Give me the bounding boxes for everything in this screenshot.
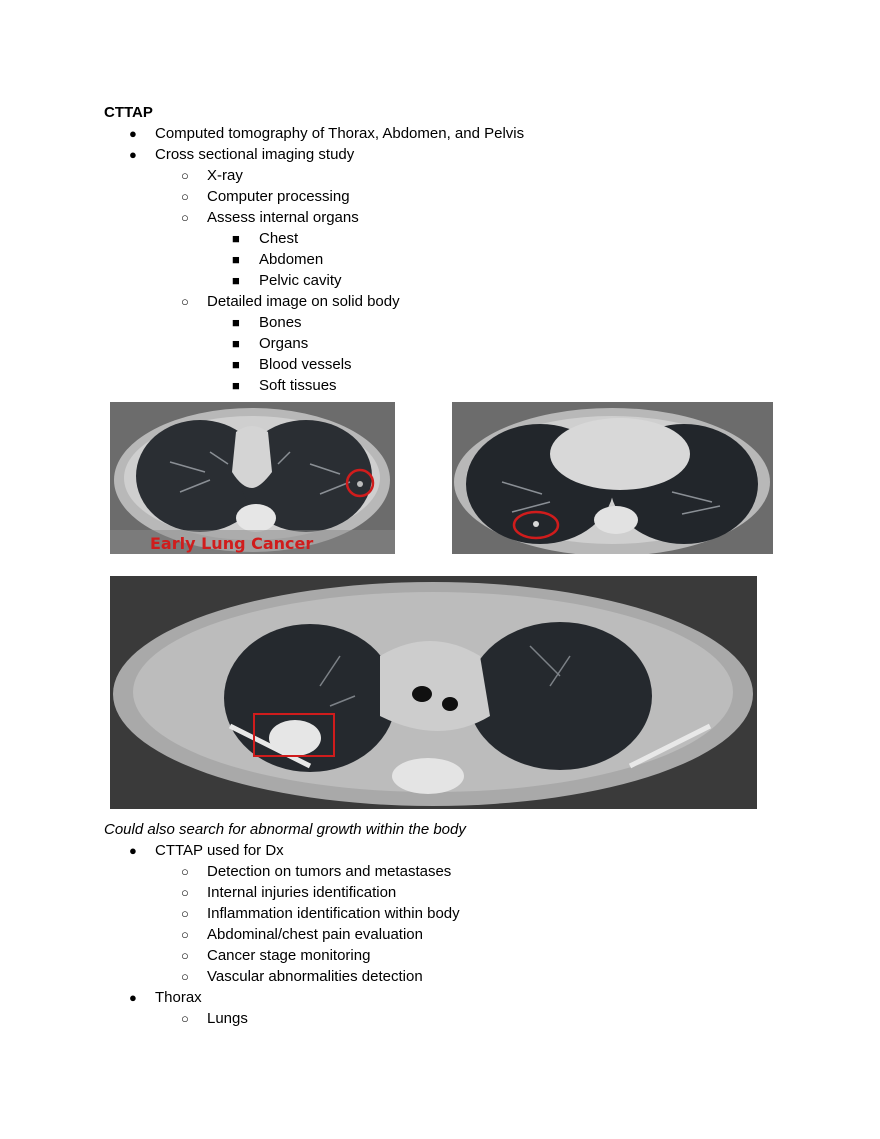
circle-marker: ○	[181, 948, 189, 963]
ct-nodule-image	[452, 402, 773, 554]
body-part-item: Blood vessels	[259, 356, 352, 373]
square-marker: ■	[232, 231, 240, 246]
circle-marker: ○	[181, 906, 189, 921]
square-marker: ■	[232, 357, 240, 372]
circle-marker: ○	[181, 168, 189, 183]
organ-item: Pelvic cavity	[259, 272, 342, 289]
italic-note: Could also search for abnormal growth within the body	[104, 821, 466, 838]
use-item: Internal injuries identification	[207, 884, 397, 901]
circle-marker: ○	[181, 969, 189, 984]
bullet-item: Thorax	[155, 989, 202, 1006]
bullet-item: Cross sectional imaging study	[155, 146, 355, 163]
sub-item: X-ray	[207, 167, 243, 184]
square-marker: ■	[232, 378, 240, 393]
sub-item: Computer processing	[207, 188, 350, 205]
circle-marker: ○	[181, 1011, 189, 1026]
circle-marker: ○	[181, 210, 189, 225]
bullet-marker: ●	[129, 147, 137, 162]
organ-item: Abdomen	[259, 251, 324, 268]
ct-chest-mass-image	[110, 576, 757, 809]
circle-marker: ○	[181, 294, 189, 309]
use-item: Inflammation identification within body	[207, 905, 460, 922]
square-marker: ■	[232, 315, 240, 330]
body-part-item: Soft tissues	[259, 377, 337, 394]
use-item: Cancer stage monitoring	[207, 947, 371, 964]
bullet-marker: ●	[129, 843, 137, 858]
use-item: Vascular abnormalities detection	[207, 968, 423, 985]
circle-marker: ○	[181, 885, 189, 900]
square-marker: ■	[232, 336, 240, 351]
bullet-item: Computed tomography of Thorax, Abdomen, and Pelvis	[155, 125, 525, 142]
circle-marker: ○	[181, 864, 189, 879]
organ-item: Chest	[259, 230, 299, 247]
body-part-item: Organs	[259, 335, 309, 352]
doc-title: CTTAP	[104, 104, 153, 121]
square-marker: ■	[232, 252, 240, 267]
bullet-item: CTTAP used for Dx	[155, 842, 284, 859]
bullet-marker: ●	[129, 990, 137, 1005]
ct-caption: Early Lung Cancer	[150, 534, 314, 553]
sub-item: Assess internal organs	[207, 209, 359, 226]
circle-marker: ○	[181, 927, 189, 942]
use-item: Abdominal/chest pain evaluation	[207, 926, 423, 943]
sub-item: Detailed image on solid body	[207, 293, 400, 310]
ct-early-lung-cancer-image	[110, 402, 395, 554]
bullet-marker: ●	[129, 126, 137, 141]
square-marker: ■	[232, 273, 240, 288]
use-item: Detection on tumors and metastases	[207, 863, 452, 880]
circle-marker: ○	[181, 189, 189, 204]
body-part-item: Bones	[259, 314, 302, 331]
thorax-sub-item: Lungs	[207, 1010, 248, 1027]
